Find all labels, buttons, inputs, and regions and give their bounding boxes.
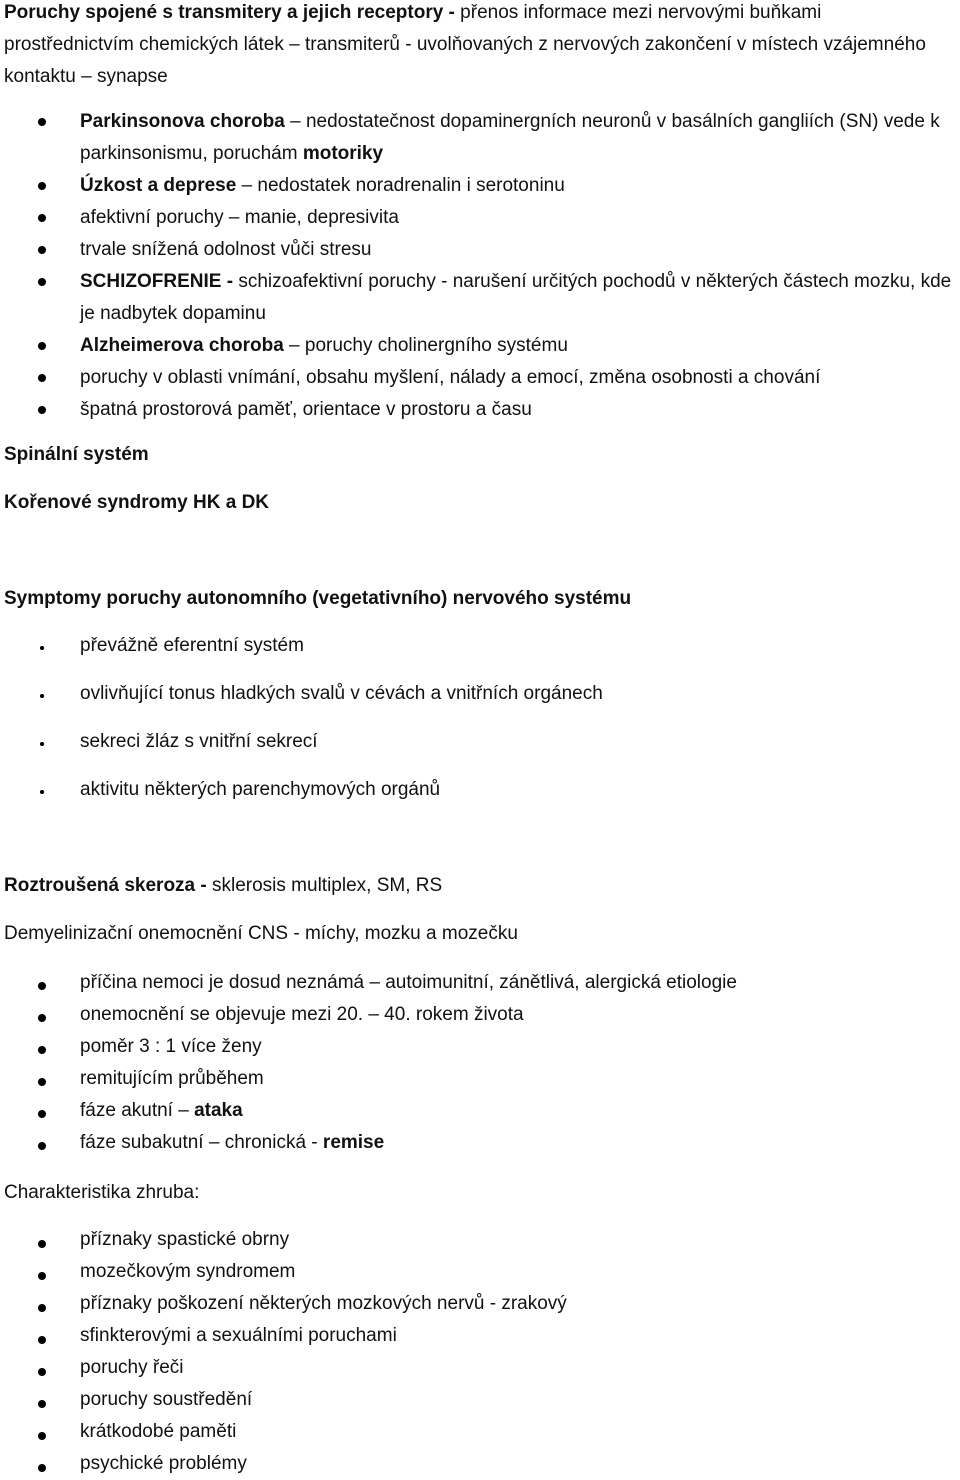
bullet-icon [38,1110,46,1118]
bullet-icon [38,1078,46,1086]
bullet-icon [38,406,46,414]
list-item: trvale snížená odolnost vůči stresu [80,239,372,260]
bullet-icon [38,342,46,350]
bullet-icon [38,374,46,382]
list-item: poruchy v oblasti vnímání, obsahu myšlení, nálady a emocí, změna osobnosti a chování [80,367,821,388]
heading-root-syndromes: Kořenové syndromy HK a DK [4,492,270,513]
list-item: sfinkterovými a sexuálními poruchami [80,1325,397,1346]
list-item: sekreci žláz s vnitřní sekrecí [80,731,318,752]
list-item: aktivitu některých parenchymových orgánů [80,779,441,800]
heading-spinal-system: Spinální systém [4,444,149,465]
intro-text: přenos informace mezi nervovými buňkami prostřednictvím chemických látek – transmiterů - uvolňovaných z nervových zakončení v místech vzájemného kontaktu – synapse [4,2,926,87]
characteristics-heading: Charakteristika zhruba: [4,1182,200,1203]
list-item: Parkinsonova choroba – nedostatečnost dopaminergních neuronů v basálních gangliích (SN) vede k parkinsonismu, poruchám motoriky [80,111,940,164]
list-item: mozečkovým syndromem [80,1261,296,1282]
list-item: příznaky poškození některých mozkových nervů - zrakový [80,1293,567,1314]
list-item: krátkodobé paměti [80,1421,237,1442]
bullet-icon [38,1304,46,1312]
heading-autonomic: Symptomy poruchy autonomního (vegetativního) nervového systému [4,588,632,609]
list-item: poruchy řeči [80,1357,184,1378]
bullet-icon [38,1142,46,1150]
bullet-icon [38,278,46,286]
bullet-icon [40,742,44,746]
list-item: poměr 3 : 1 více ženy [80,1036,262,1057]
bullet-icon [38,1432,46,1440]
list-item: příznaky spastické obrny [80,1229,290,1250]
list-item: poruchy soustředění [80,1389,253,1410]
bullet-icon [38,1368,46,1376]
bullet-icon [38,1014,46,1022]
bullet-icon [38,1336,46,1344]
list-item: fáze subakutní – chronická - remise [80,1132,385,1153]
list-item: SCHIZOFRENIE - schizoafektivní poruchy - narušení určitých pochodů v některých částech mozku, kde je nadbytek dopaminu [80,271,952,324]
demyelinating-line: Demyelinizační onemocnění CNS - míchy, mozku a mozečku [4,923,518,944]
bullet-icon [40,790,44,794]
list-item: afektivní poruchy – manie, depresivita [80,207,399,228]
ms-heading: Roztroušená skeroza - sklerosis multiplex, SM, RS [4,875,443,896]
bullet-icon [38,118,46,126]
list-item: remitujícím průběhem [80,1068,264,1089]
bullet-icon [40,694,44,698]
bullet-icon [38,246,46,254]
list-item: Úzkost a deprese – nedostatek noradrenalin i serotoninu [80,175,565,196]
intro-bold: Poruchy spojené s transmitery a jejich receptory - [4,2,461,23]
list-item: ovlivňující tonus hladkých svalů v cévách a vnitřních orgánech [80,683,603,704]
bullet-icon [38,1046,46,1054]
list-item: psychické problémy [80,1453,247,1474]
bullet-icon [38,214,46,222]
bullet-icon [38,1272,46,1280]
list-item: převážně eferentní systém [80,635,304,656]
list-item: fáze akutní – ataka [80,1100,243,1121]
list-item: špatná prostorová paměť, orientace v prostoru a času [80,399,532,420]
bullet-icon [38,1464,46,1472]
bullet-icon [38,182,46,190]
list-item: příčina nemoci je dosud neznámá – autoimunitní, zánětlivá, alergická etiologie [80,972,737,993]
bullet-icon [38,1400,46,1408]
intro-paragraph [4,0,956,93]
list-item: onemocnění se objevuje mezi 20. – 40. rokem života [80,1004,524,1025]
bullet-icon [38,982,46,990]
bullet-icon [40,646,44,650]
list-item: Alzheimerova choroba – poruchy cholinergního systému [80,335,568,356]
bullet-icon [38,1240,46,1248]
